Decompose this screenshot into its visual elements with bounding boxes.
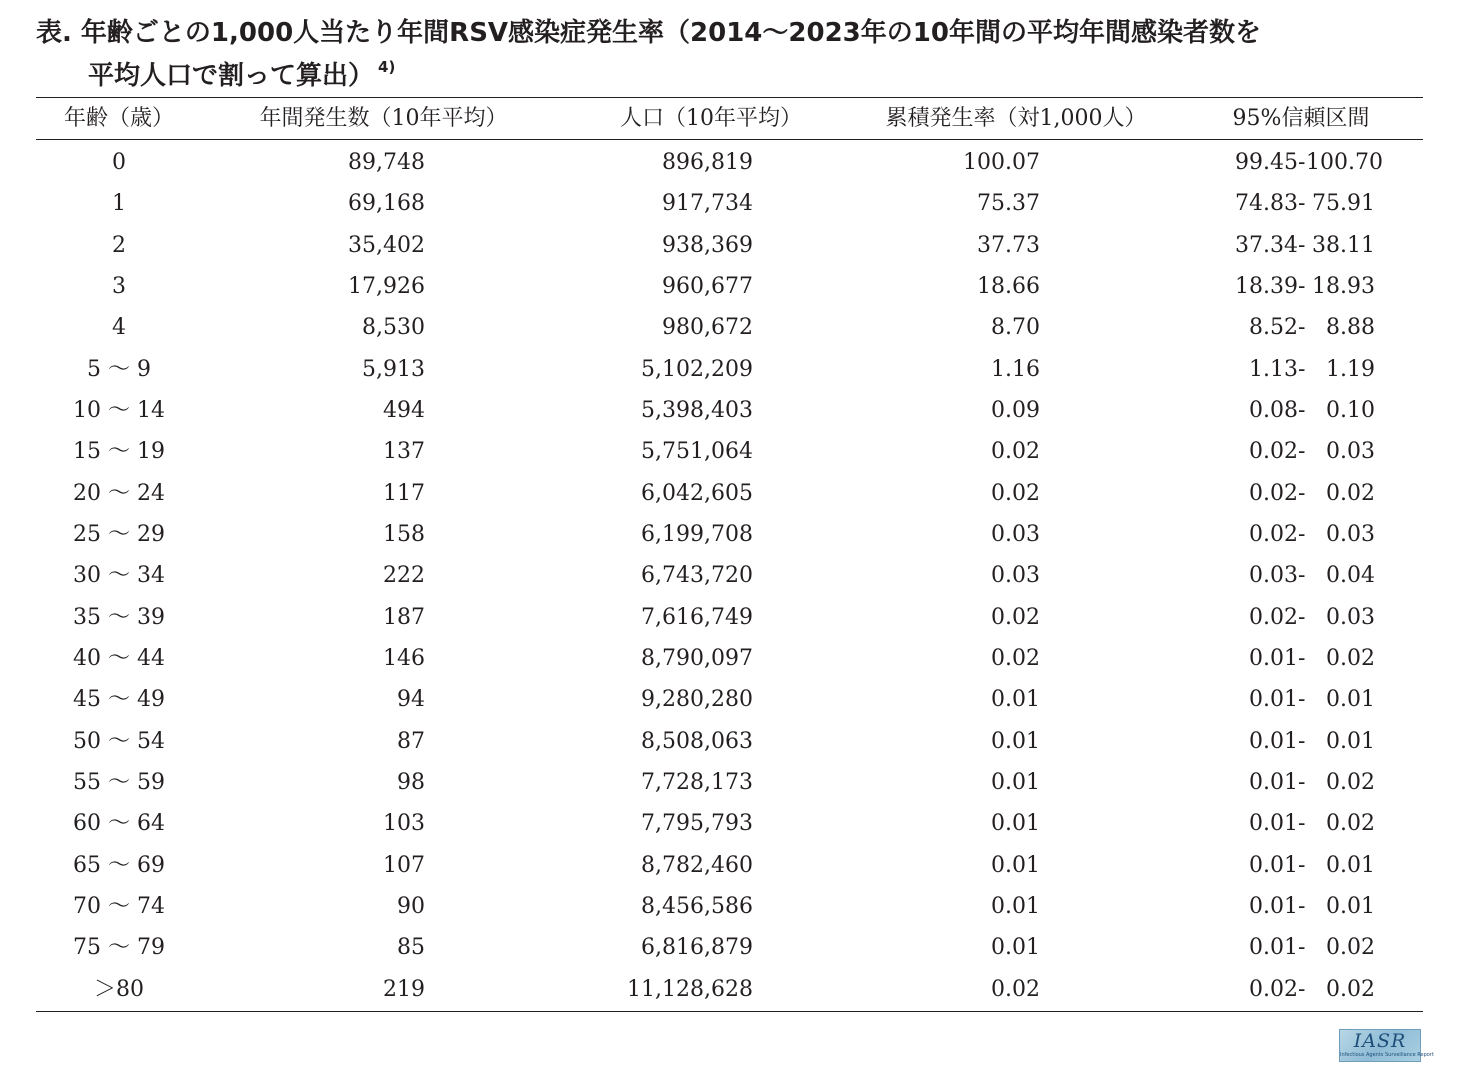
header-incidence-rate: 累積発生率（対1,000人） — [885, 106, 1147, 131]
table-row — [36, 638, 1423, 679]
cell-age: 0 — [112, 150, 126, 175]
cell-annual-count: 137 — [383, 439, 425, 465]
cell-age: 1 — [112, 191, 126, 217]
table-row — [36, 225, 1423, 266]
table-row — [36, 721, 1423, 762]
cell-age: 65 ～ 69 — [73, 852, 165, 878]
table-row — [36, 307, 1423, 348]
cell-population: 7,795,793 — [641, 811, 753, 837]
cell-ci-low: 0.01 — [1249, 852, 1298, 878]
cell-ci-separator: - — [1298, 563, 1306, 589]
cell-ci-low: 0.02 — [1249, 604, 1298, 630]
cell-population: 938,369 — [662, 232, 753, 258]
cell-age: ＞80 — [94, 976, 144, 1002]
cell-incidence-rate: 0.01 — [991, 935, 1040, 961]
cell-incidence-rate: 0.01 — [991, 893, 1040, 919]
cell-ci-low: 74.83 — [1235, 191, 1298, 217]
cell-annual-count: 90 — [397, 893, 425, 919]
cell-incidence-rate: 0.02 — [991, 645, 1040, 671]
cell-ci-separator: - — [1298, 191, 1306, 217]
header-age: 年齢（歳） — [63, 106, 174, 131]
cell-incidence-rate: 0.02 — [991, 480, 1040, 506]
cell-age: 30 ～ 34 — [73, 563, 165, 589]
cell-incidence-rate: 0.02 — [991, 439, 1040, 465]
cell-ci-separator: - — [1298, 273, 1306, 299]
table-row — [36, 183, 1423, 224]
cell-ci-low: 0.02 — [1249, 976, 1298, 1002]
table-row — [36, 431, 1423, 472]
cell-age: 10 ～ 14 — [73, 397, 165, 423]
cell-age: 4 — [112, 315, 126, 341]
table-row — [36, 845, 1423, 886]
table-header-row — [36, 98, 1423, 139]
cell-ci-low: 0.03 — [1249, 563, 1298, 589]
cell-ci-high: 0.10 — [1326, 397, 1375, 423]
cell-age: 40 ～ 44 — [73, 645, 165, 671]
cell-annual-count: 146 — [383, 645, 425, 671]
cell-annual-count: 5,913 — [362, 356, 425, 382]
cell-ci-separator: - — [1298, 604, 1306, 630]
cell-ci-separator: - — [1298, 521, 1306, 547]
title-line-2 — [36, 50, 1436, 93]
cell-incidence-rate: 0.01 — [991, 769, 1040, 795]
cell-age: 35 ～ 39 — [73, 604, 165, 630]
cell-population: 7,616,749 — [641, 604, 753, 630]
table-row — [36, 142, 1423, 183]
cell-ci-separator: - — [1298, 645, 1306, 671]
cell-ci-high: 0.02 — [1326, 811, 1375, 837]
cell-age: 45 ～ 49 — [73, 687, 165, 713]
cell-population: 8,456,586 — [641, 893, 753, 919]
cell-ci-high: 0.03 — [1326, 604, 1375, 630]
cell-ci-low: 0.02 — [1249, 439, 1298, 465]
cell-annual-count: 8,530 — [362, 315, 425, 341]
cell-ci-separator: - — [1298, 728, 1306, 754]
header-population: 人口（10年平均） — [620, 106, 802, 131]
cell-annual-count: 89,748 — [348, 150, 425, 175]
cell-population: 896,819 — [662, 150, 753, 175]
cell-ci-separator: - — [1298, 397, 1306, 423]
cell-ci-separator: - — [1298, 935, 1306, 961]
cell-ci-high: 75.91 — [1312, 191, 1375, 217]
cell-annual-count: 107 — [383, 852, 425, 878]
table-row — [36, 514, 1423, 555]
cell-ci-low: 0.02 — [1249, 521, 1298, 547]
cell-annual-count: 85 — [397, 935, 425, 961]
cell-ci-low: 0.01 — [1249, 811, 1298, 837]
cell-ci-separator: - — [1298, 769, 1306, 795]
table-row — [36, 762, 1423, 803]
cell-population: 6,743,720 — [641, 563, 753, 589]
table-row — [36, 597, 1423, 638]
table-row — [36, 390, 1423, 431]
cell-incidence-rate: 37.73 — [977, 232, 1040, 258]
cell-population: 7,728,173 — [641, 769, 753, 795]
cell-incidence-rate: 8.70 — [991, 315, 1040, 341]
cell-ci-high: 0.02 — [1326, 935, 1375, 961]
table-row — [36, 349, 1423, 390]
cell-age: 15 ～ 19 — [73, 439, 165, 465]
table-row — [36, 555, 1423, 596]
cell-ci-separator: - — [1298, 687, 1306, 713]
cell-annual-count: 94 — [397, 687, 425, 713]
table-row — [36, 927, 1423, 968]
cell-ci-high: 1.19 — [1326, 356, 1375, 382]
cell-population: 6,042,605 — [641, 480, 753, 506]
cell-incidence-rate: 0.09 — [991, 397, 1040, 423]
logo-subtitle: Infectious Agents Surveillance Report — [1340, 1052, 1434, 1058]
cell-ci-low: 0.01 — [1249, 769, 1298, 795]
title-line-2-text: 平均人口で割って算出） — [88, 61, 375, 91]
cell-incidence-rate: 0.03 — [991, 521, 1040, 547]
cell-annual-count: 17,926 — [348, 273, 425, 299]
cell-incidence-rate: 0.01 — [991, 728, 1040, 754]
table-row — [36, 473, 1423, 514]
cell-incidence-rate: 0.01 — [991, 687, 1040, 713]
cell-ci-separator: - — [1298, 852, 1306, 878]
cell-ci-high: 0.02 — [1326, 769, 1375, 795]
table-row — [36, 679, 1423, 720]
cell-annual-count: 98 — [397, 769, 425, 795]
cell-population: 11,128,628 — [627, 976, 753, 1002]
cell-incidence-rate: 1.16 — [991, 356, 1040, 382]
cell-ci-low: 99.45 — [1235, 150, 1298, 175]
cell-incidence-rate: 18.66 — [977, 273, 1040, 299]
cell-ci-high: 0.01 — [1326, 893, 1375, 919]
cell-incidence-rate: 0.02 — [991, 976, 1040, 1002]
cell-age: 25 ～ 29 — [73, 521, 165, 547]
cell-ci-high: 0.01 — [1326, 728, 1375, 754]
cell-ci-high: 0.01 — [1326, 852, 1375, 878]
cell-population: 6,199,708 — [641, 521, 753, 547]
cell-ci-separator: - — [1298, 315, 1306, 341]
cell-population: 8,508,063 — [641, 728, 753, 754]
cell-annual-count: 103 — [383, 811, 425, 837]
table-row — [36, 886, 1423, 927]
cell-ci-low: 0.02 — [1249, 480, 1298, 506]
cell-population: 917,734 — [662, 191, 753, 217]
logo-mark: IASR — [1353, 1030, 1407, 1052]
cell-ci-separator: - — [1298, 232, 1306, 258]
cell-ci-low: 0.08 — [1249, 397, 1298, 423]
cell-ci-high: 8.88 — [1326, 315, 1375, 341]
table-row — [36, 803, 1423, 844]
cell-ci-low: 0.01 — [1249, 687, 1298, 713]
table-header-rule — [36, 139, 1423, 140]
cell-ci-separator: - — [1298, 976, 1306, 1002]
cell-incidence-rate: 0.01 — [991, 811, 1040, 837]
cell-population: 8,790,097 — [641, 645, 753, 671]
cell-population: 980,672 — [662, 315, 753, 341]
title-line-1: 表. 年齢ごとの1,000人当たり年間RSV感染症発生率（2014～2023年の10年間の平均年間感染者数を — [36, 18, 1261, 48]
table-row — [36, 266, 1423, 307]
cell-age: 75 ～ 79 — [73, 935, 165, 961]
table-title — [36, 16, 1436, 93]
cell-annual-count: 158 — [383, 521, 425, 547]
cell-ci-low: 0.01 — [1249, 645, 1298, 671]
cell-population: 960,677 — [662, 273, 753, 299]
header-annual-count: 年間発生数（10年平均） — [259, 106, 508, 131]
cell-ci-low: 37.34 — [1235, 232, 1298, 258]
cell-population: 9,280,280 — [641, 687, 753, 713]
cell-population: 8,782,460 — [641, 852, 753, 878]
cell-age: 5 ～ 9 — [87, 356, 151, 382]
table-bottom-rule — [36, 1011, 1423, 1012]
cell-annual-count: 117 — [383, 480, 425, 506]
table-row — [36, 969, 1423, 1010]
cell-ci-separator: - — [1298, 811, 1306, 837]
cell-incidence-rate: 0.01 — [991, 852, 1040, 878]
cell-age: 70 ～ 74 — [73, 893, 165, 919]
cell-ci-high: 0.03 — [1326, 439, 1375, 465]
cell-ci-low: 0.01 — [1249, 935, 1298, 961]
cell-population: 6,816,879 — [641, 935, 753, 961]
cell-ci-high: 0.02 — [1326, 645, 1375, 671]
cell-ci-high: 0.02 — [1326, 480, 1375, 506]
cell-age: 60 ～ 64 — [73, 811, 165, 837]
cell-age: 20 ～ 24 — [73, 480, 165, 506]
cell-ci-separator: - — [1298, 893, 1306, 919]
cell-incidence-rate: 0.03 — [991, 563, 1040, 589]
iasr-logo — [1339, 1029, 1434, 1062]
cell-ci-separator: - — [1298, 439, 1306, 465]
cell-annual-count: 494 — [383, 397, 425, 423]
cell-ci-high: 0.02 — [1326, 976, 1375, 1002]
cell-annual-count: 222 — [383, 563, 425, 589]
cell-ci-high: 0.01 — [1326, 687, 1375, 713]
cell-annual-count: 69,168 — [348, 191, 425, 217]
cell-ci-low: 0.01 — [1249, 728, 1298, 754]
cell-incidence-rate: 0.02 — [991, 604, 1040, 630]
cell-ci-high: 0.03 — [1326, 521, 1375, 547]
cell-ci-high: 38.11 — [1312, 232, 1375, 258]
cell-ci-low: 1.13 — [1249, 356, 1298, 382]
cell-ci-high: 0.04 — [1326, 563, 1375, 589]
cell-ci-low: 8.52 — [1249, 315, 1298, 341]
cell-age: 50 ～ 54 — [73, 728, 165, 754]
cell-ci-separator: - — [1298, 150, 1306, 175]
cell-age: 2 — [112, 232, 126, 258]
cell-ci-low: 0.01 — [1249, 893, 1298, 919]
cell-ci-low: 18.39 — [1235, 273, 1298, 299]
cell-population: 5,398,403 — [641, 397, 753, 423]
cell-ci-separator: - — [1298, 480, 1306, 506]
cell-incidence-rate: 75.37 — [977, 191, 1040, 217]
cell-annual-count: 219 — [383, 976, 425, 1002]
cell-population: 5,102,209 — [641, 356, 753, 382]
cell-annual-count: 187 — [383, 604, 425, 630]
cell-age: 3 — [112, 273, 126, 299]
cell-incidence-rate: 100.07 — [963, 150, 1040, 175]
header-confidence-interval: 95%信頼区間 — [1232, 106, 1370, 131]
cell-annual-count: 35,402 — [348, 232, 425, 258]
cell-ci-high: 100.70 — [1306, 150, 1383, 175]
cell-annual-count: 87 — [397, 728, 425, 754]
cell-ci-separator: - — [1298, 356, 1306, 382]
title-reference: 4) — [378, 58, 396, 76]
cell-age: 55 ～ 59 — [73, 769, 165, 795]
cell-ci-high: 18.93 — [1312, 273, 1375, 299]
cell-population: 5,751,064 — [641, 439, 753, 465]
